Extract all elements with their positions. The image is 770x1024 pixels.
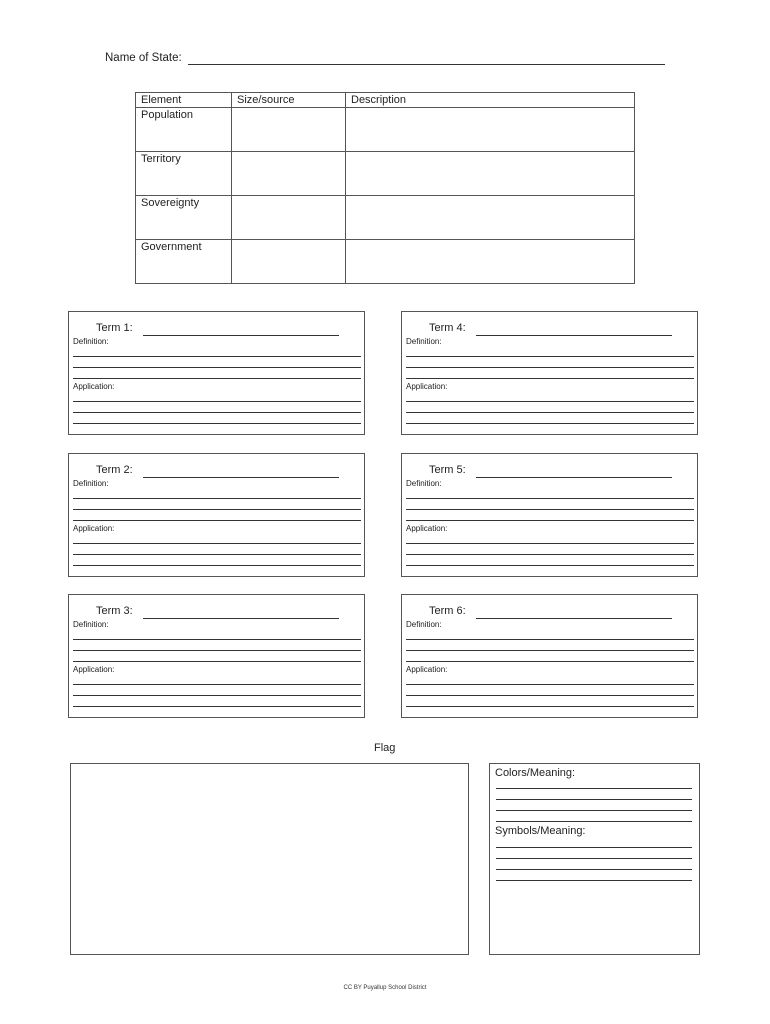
definition-line[interactable] xyxy=(73,498,361,499)
colors-line[interactable] xyxy=(496,810,692,811)
size-source-cell[interactable] xyxy=(232,240,346,284)
definition-line[interactable] xyxy=(73,520,361,521)
definition-line[interactable] xyxy=(406,356,694,357)
definition-line[interactable] xyxy=(73,367,361,368)
flag-drawing-area[interactable] xyxy=(70,763,469,955)
definition-line[interactable] xyxy=(73,650,361,651)
term-title: Term 1: xyxy=(96,322,133,334)
term-name-field[interactable] xyxy=(476,477,672,478)
definition-label: Definition: xyxy=(73,620,109,629)
term-name-field[interactable] xyxy=(476,618,672,619)
application-line[interactable] xyxy=(73,423,361,424)
definition-line[interactable] xyxy=(73,356,361,357)
application-line[interactable] xyxy=(73,565,361,566)
definition-line[interactable] xyxy=(406,509,694,510)
definition-line[interactable] xyxy=(73,661,361,662)
term-title: Term 2: xyxy=(96,464,133,476)
size-source-cell[interactable] xyxy=(232,196,346,240)
term-box-4 xyxy=(401,311,698,435)
application-line[interactable] xyxy=(73,695,361,696)
size-source-cell[interactable] xyxy=(232,152,346,196)
row-label-population: Population xyxy=(136,108,232,152)
description-cell[interactable] xyxy=(346,240,635,284)
definition-label: Definition: xyxy=(406,337,442,346)
name-of-state-field[interactable] xyxy=(188,64,665,65)
footer-credit: CC BY Puyallup School District xyxy=(343,985,427,991)
term-box-2 xyxy=(68,453,365,577)
application-line[interactable] xyxy=(406,543,694,544)
definition-label: Definition: xyxy=(73,337,109,346)
colors-line[interactable] xyxy=(496,788,692,789)
name-of-state-label: Name of State: xyxy=(105,52,182,64)
definition-line[interactable] xyxy=(406,520,694,521)
term-box-3 xyxy=(68,594,365,718)
table-header-row xyxy=(136,93,635,108)
application-line[interactable] xyxy=(406,695,694,696)
definition-line[interactable] xyxy=(73,378,361,379)
row-label-government: Government xyxy=(136,240,232,284)
definition-line[interactable] xyxy=(406,498,694,499)
application-label: Application: xyxy=(406,382,448,391)
definition-line[interactable] xyxy=(73,509,361,510)
symbols-line[interactable] xyxy=(496,858,692,859)
definition-line[interactable] xyxy=(406,650,694,651)
term-title: Term 3: xyxy=(96,605,133,617)
symbols-line[interactable] xyxy=(496,880,692,881)
application-line[interactable] xyxy=(406,412,694,413)
column-header-size-source: Size/source xyxy=(232,93,346,108)
definition-label: Definition: xyxy=(73,479,109,488)
column-header-description: Description xyxy=(346,93,635,108)
term-box-6 xyxy=(401,594,698,718)
application-line[interactable] xyxy=(406,554,694,555)
term-name-field[interactable] xyxy=(143,335,339,336)
application-line[interactable] xyxy=(406,565,694,566)
term-title: Term 6: xyxy=(429,605,466,617)
definition-line[interactable] xyxy=(406,367,694,368)
row-label-territory: Territory xyxy=(136,152,232,196)
meaning-box xyxy=(489,763,700,955)
application-line[interactable] xyxy=(406,706,694,707)
term-name-field[interactable] xyxy=(143,477,339,478)
application-label: Application: xyxy=(73,524,115,533)
definition-line[interactable] xyxy=(406,639,694,640)
colors-line[interactable] xyxy=(496,799,692,800)
term-box-5 xyxy=(401,453,698,577)
table-row xyxy=(136,240,635,284)
definition-label: Definition: xyxy=(406,479,442,488)
description-cell[interactable] xyxy=(346,196,635,240)
application-line[interactable] xyxy=(73,412,361,413)
colors-line[interactable] xyxy=(496,821,692,822)
column-header-element: Element xyxy=(136,93,232,108)
description-cell[interactable] xyxy=(346,152,635,196)
description-cell[interactable] xyxy=(346,108,635,152)
term-name-field[interactable] xyxy=(476,335,672,336)
term-box-1 xyxy=(68,311,365,435)
term-title: Term 5: xyxy=(429,464,466,476)
application-line[interactable] xyxy=(406,684,694,685)
symbols-meaning-label: Symbols/Meaning: xyxy=(495,825,586,837)
symbols-line[interactable] xyxy=(496,869,692,870)
term-name-field[interactable] xyxy=(143,618,339,619)
definition-line[interactable] xyxy=(406,661,694,662)
definition-label: Definition: xyxy=(406,620,442,629)
table-row xyxy=(136,152,635,196)
table-row xyxy=(136,196,635,240)
application-label: Application: xyxy=(406,665,448,674)
size-source-cell[interactable] xyxy=(232,108,346,152)
flag-label: Flag xyxy=(374,742,396,754)
colors-meaning-label: Colors/Meaning: xyxy=(495,767,576,779)
table-row xyxy=(136,108,635,152)
term-title: Term 4: xyxy=(429,322,466,334)
application-label: Application: xyxy=(73,665,115,674)
definition-line[interactable] xyxy=(73,639,361,640)
application-label: Application: xyxy=(406,524,448,533)
definition-line[interactable] xyxy=(406,378,694,379)
application-line[interactable] xyxy=(73,706,361,707)
row-label-sovereignty: Sovereignty xyxy=(136,196,232,240)
application-line[interactable] xyxy=(73,401,361,402)
application-label: Application: xyxy=(73,382,115,391)
application-line[interactable] xyxy=(406,401,694,402)
application-line[interactable] xyxy=(73,543,361,544)
application-line[interactable] xyxy=(73,554,361,555)
elements-table xyxy=(135,92,635,284)
application-line[interactable] xyxy=(406,423,694,424)
symbols-line[interactable] xyxy=(496,847,692,848)
application-line[interactable] xyxy=(73,684,361,685)
